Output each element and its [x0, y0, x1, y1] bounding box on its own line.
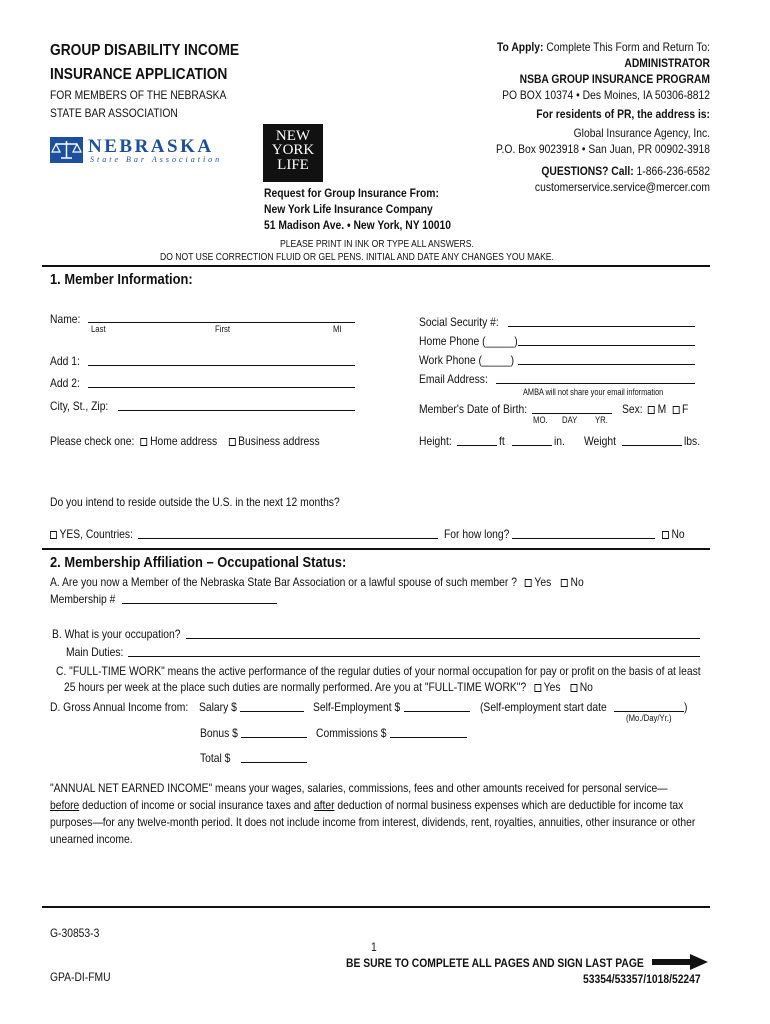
nebraska-logo-word: NEBRASKA: [88, 136, 214, 157]
member-yes-label: Yes: [534, 575, 552, 589]
dob-sub-day: DAY: [562, 415, 578, 425]
request-line3: 51 Madison Ave. • New York, NY 10010: [264, 218, 451, 232]
sex-f-checkbox[interactable]: [672, 406, 679, 414]
dob-input-line[interactable]: [532, 413, 612, 414]
lbs-label: lbs.: [684, 434, 701, 448]
form-title-line1: GROUP DISABILITY INCOME: [50, 42, 240, 59]
sex-f-label: F: [681, 402, 689, 416]
page-number: 1: [371, 940, 377, 954]
member-question-row: [50, 575, 584, 589]
name-input-line[interactable]: [88, 322, 355, 323]
reside-yes-label: YES, Countries:: [59, 527, 133, 541]
nyl-logo-line3: LIFE: [277, 157, 309, 173]
sex-row: [622, 402, 688, 416]
add1-label: Add 1:: [50, 354, 80, 368]
reside-no-row: [662, 527, 685, 541]
member-no-label: No: [570, 575, 584, 589]
name-sub-first: First: [215, 324, 231, 334]
height-label: Height:: [419, 434, 452, 448]
nebraska-logo-sub: State Bar Association: [90, 155, 223, 164]
dob-sub-yr: YR.: [595, 415, 608, 425]
add1-input-line[interactable]: [88, 365, 355, 366]
questions-phone: 1-866-236-6582: [636, 164, 710, 178]
income-label: D. Gross Annual Income from:: [50, 700, 189, 714]
email-label: Email Address:: [419, 372, 488, 386]
new-york-life-logo: [263, 124, 323, 182]
nebraska-bar-logo: [50, 137, 225, 167]
ssn-input-line[interactable]: [508, 326, 695, 327]
ani-line2-end: deduction of normal business expenses which are deductible for income tax: [334, 798, 684, 812]
gpa-code: GPA-DI-FMU: [50, 970, 111, 984]
dob-sub-mo: MO.: [533, 415, 548, 425]
ft-label: ft: [499, 434, 505, 448]
ssn-label: Social Security #:: [419, 315, 499, 329]
self-employment-start-input-line[interactable]: [614, 711, 684, 712]
self-employment-input-line[interactable]: [404, 711, 470, 712]
commissions-input-line[interactable]: [390, 737, 467, 738]
add2-input-line[interactable]: [88, 387, 355, 388]
home-address-label: Home address: [150, 434, 218, 448]
ani-definition-line1: "ANNUAL NET EARNED INCOME" means your wages, salaries, commissions, fees and other amounts received for personal service—: [50, 781, 668, 795]
address-type-label: Please check one:: [50, 434, 135, 448]
questions-label: QUESTIONS? Call:: [541, 164, 634, 178]
how-long-label: For how long?: [444, 527, 510, 541]
footer-rule: [42, 906, 710, 908]
business-address-checkbox[interactable]: [229, 438, 236, 446]
full-time-no-label: No: [579, 680, 593, 694]
ani-before: before: [50, 798, 80, 812]
work-phone-input-line[interactable]: [518, 364, 695, 365]
nyl-logo-line2: YORK: [271, 142, 315, 158]
bonus-label: Bonus $: [200, 726, 238, 740]
occupation-label: B. What is your occupation?: [52, 627, 181, 641]
form-codes: 53354/53357/1018/52247: [583, 972, 701, 986]
apply-text: Complete This Form and Return To:: [546, 40, 710, 54]
reside-yes-checkbox[interactable]: [50, 531, 57, 539]
complete-pages-note: BE SURE TO COMPLETE ALL PAGES AND SIGN LAST PAGE: [346, 956, 644, 970]
dob-label: Member's Date of Birth:: [419, 402, 528, 416]
occupation-input-line[interactable]: [186, 638, 700, 639]
email-note: AMBA will not share your email information: [523, 387, 664, 397]
member-no-checkbox[interactable]: [561, 579, 568, 587]
program-name: NSBA GROUP INSURANCE PROGRAM: [519, 72, 710, 86]
sex-m-checkbox[interactable]: [648, 406, 655, 414]
mailing-address: PO BOX 10374 • Des Moines, IA 50306-8812: [502, 88, 710, 102]
section1-rule: [42, 265, 710, 267]
home-address-checkbox[interactable]: [141, 438, 148, 446]
instructions-line1: PLEASE PRINT IN INK OR TYPE ALL ANSWERS.: [280, 239, 474, 250]
ani-line2-mid: deduction of income or social insurance taxes and: [79, 798, 314, 812]
self-employment-label: Self-Employment $: [313, 700, 401, 714]
ani-definition-line3: purposes—for any twelve-month period. It does not include income from interest, dividends, rent, royalties, annuities, other insurance or other: [50, 815, 696, 829]
name-sub-last: Last: [91, 324, 106, 334]
address-type-row: [50, 434, 320, 448]
full-time-no-checkbox[interactable]: [570, 684, 577, 692]
member-question: A. Are you now a Member of the Nebraska State Bar Association or a lawful spouse of such member ?: [50, 575, 517, 589]
weight-label: Weight: [584, 434, 616, 448]
full-time-line2: 25 hours per week at the place such duties are normally performed. Are you at "FULL-TIME WORK"?: [64, 680, 527, 694]
salary-label: Salary $: [199, 700, 237, 714]
self-employment-start-label: (Self-employment start date: [480, 700, 607, 714]
pr-label: For residents of PR, the address is:: [536, 107, 710, 121]
ani-definition-line2: [50, 798, 683, 812]
business-address-label: Business address: [238, 434, 320, 448]
main-duties-input-line[interactable]: [128, 656, 700, 657]
bonus-input-line[interactable]: [241, 737, 307, 738]
form-subtitle-line2: STATE BAR ASSOCIATION: [50, 106, 178, 120]
membership-number-label: Membership #: [50, 592, 116, 606]
member-yes-checkbox[interactable]: [525, 579, 532, 587]
home-phone-label: Home Phone (_____): [419, 334, 518, 348]
sex-label: Sex:: [622, 402, 643, 416]
full-time-yes-label: Yes: [543, 680, 561, 694]
start-date-paren: ): [684, 700, 688, 714]
full-time-yes-checkbox[interactable]: [534, 684, 541, 692]
scales-icon: [50, 137, 83, 163]
apply-block: [410, 40, 710, 194]
full-time-row: [64, 680, 593, 694]
weight-input-line[interactable]: [622, 445, 682, 446]
apply-line: [452, 40, 710, 54]
name-sub-mi: MI: [333, 324, 342, 334]
home-phone-input-line[interactable]: [518, 345, 695, 346]
form-subtitle-line1: FOR MEMBERS OF THE NEBRASKA: [50, 88, 227, 102]
name-label: Name:: [50, 312, 81, 326]
nyl-logo-line1: NEW: [275, 128, 311, 144]
membership-number-input-line[interactable]: [122, 603, 277, 604]
section1-heading: 1. Member Information:: [50, 271, 193, 288]
email-input-line[interactable]: [496, 383, 695, 384]
questions-line: [452, 164, 710, 178]
ani-after: after: [313, 798, 335, 812]
salary-input-line[interactable]: [240, 711, 304, 712]
contact-email[interactable]: customerservice.service@mercer.com: [534, 180, 710, 194]
height-ft-input-line[interactable]: [457, 445, 497, 446]
pr-address: P.O. Box 9023918 • San Juan, PR 00902-3918: [495, 142, 710, 156]
instructions-line2: DO NOT USE CORRECTION FLUID OR GEL PENS. INITIAL AND DATE ANY CHANGES YOU MAKE.: [160, 252, 554, 263]
form-number: G-30853-3: [50, 926, 100, 940]
countries-input-line[interactable]: [138, 538, 438, 539]
sex-m-label: M: [657, 402, 667, 416]
total-input-line[interactable]: [241, 762, 307, 763]
add2-label: Add 2:: [50, 376, 80, 390]
apply-label: To Apply:: [497, 40, 544, 54]
section2-heading: 2. Membership Affiliation – Occupational Status:: [50, 554, 347, 571]
work-phone-label: Work Phone (_____): [419, 353, 515, 367]
reside-no-checkbox[interactable]: [662, 531, 669, 539]
commissions-label: Commissions $: [316, 726, 387, 740]
ani-definition-line4: unearned income.: [50, 832, 133, 846]
in-label: in.: [554, 434, 565, 448]
request-line2: New York Life Insurance Company: [264, 202, 433, 216]
administrator: ADMINISTRATOR: [624, 56, 710, 70]
section2-rule: [42, 548, 710, 550]
reside-yes-row: [50, 527, 133, 541]
main-duties-label: Main Duties:: [66, 645, 124, 659]
full-time-line1: C. "FULL-TIME WORK" means the active performance of the regular duties of your normal occupation for pay or profit on the basis of at least: [56, 664, 701, 678]
how-long-input-line[interactable]: [512, 538, 655, 539]
city-input-line[interactable]: [118, 410, 355, 411]
city-label: City, St., Zip:: [50, 399, 109, 413]
pr-agency: Global Insurance Agency, Inc.: [573, 126, 710, 140]
reside-no-label: No: [671, 527, 685, 541]
reside-question: Do you intend to reside outside the U.S. in the next 12 months?: [50, 495, 340, 509]
height-in-input-line[interactable]: [512, 445, 552, 446]
form-title-line2: INSURANCE APPLICATION: [50, 66, 228, 83]
total-label: Total $: [200, 751, 231, 765]
start-date-format: (Mo./Day/Yr.): [626, 713, 672, 723]
request-line1: Request for Group Insurance From:: [264, 186, 439, 200]
